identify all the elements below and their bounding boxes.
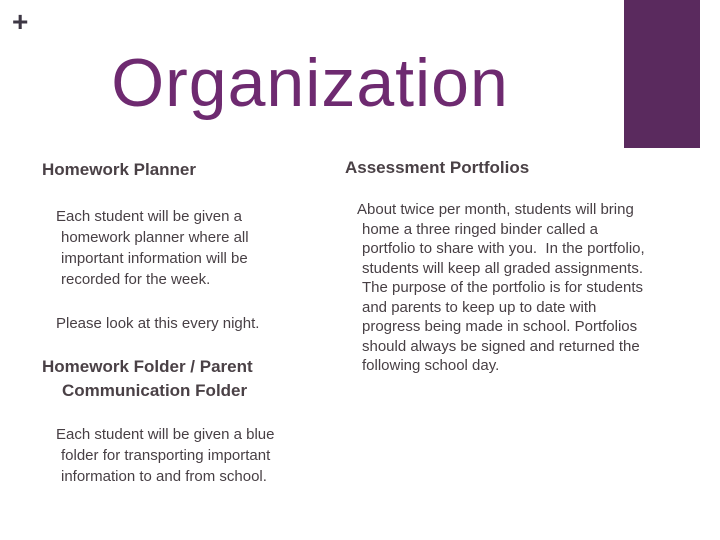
left-heading-homework-planner: Homework Planner bbox=[42, 160, 196, 179]
left-heading-homework-folder: Homework Folder / Parent Communication Folder bbox=[42, 357, 253, 400]
plus-decoration: + bbox=[12, 6, 29, 37]
left-paragraph-blue-folder: Each student will be given a blue folder for transporting important information to and from school. bbox=[56, 426, 279, 485]
right-heading-assessment-portfolios: Assessment Portfolios bbox=[345, 158, 530, 177]
slide-title: Organization bbox=[111, 45, 509, 121]
right-paragraph-portfolios: About twice per month, students will bring home a three ringed binder called a portfolio to share with you. In the portfolio, students will keep all graded assignments. The purpose of the portfolio is for students and parents to keep up to date with progress being made in school. Portfolios should always be signed and returned the following school day. bbox=[357, 201, 652, 374]
left-paragraph-planner: Each student will be given a homework planner where all important information will be recorded for the week. bbox=[56, 208, 253, 288]
left-paragraph-look-every-night: Please look at this every night. bbox=[56, 315, 260, 332]
accent-rectangle bbox=[624, 0, 700, 148]
